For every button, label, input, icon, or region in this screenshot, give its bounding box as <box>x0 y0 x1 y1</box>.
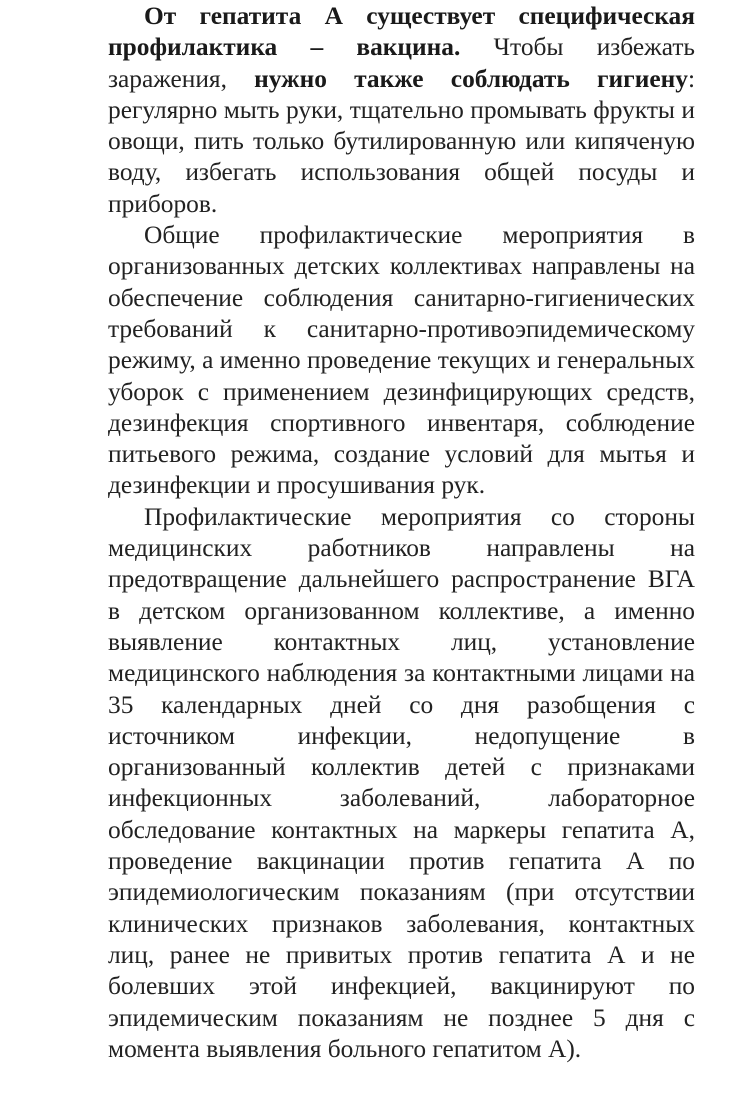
bold-hygiene-statement: нужно также соблюдать гигиену <box>254 64 688 93</box>
bold-vaccine-statement: От гепатита А существует специфическая профилактика – вакцина. <box>108 2 695 62</box>
text-segment: Общие профилактические мероприятия в организованных детских коллективах направлены на обеспечение соблюдения санитарно-гигиенических требований к санитарно-противоэпидемическому режиму, а именно проведение текущих и генеральных уборок с применением дезинфицирующих средств, дезинфекция спортивного инвентаря, соблюдение питьевого режима, создание условий для мытья и дезинфекции и просушивания рук. <box>108 221 695 500</box>
paragraph-general-prevention <box>108 220 695 502</box>
text-segment: Профилактические мероприятия со стороны медицинских работников направлены на предотвращение дальнейшего распространение ВГА в детском организованном коллективе, а именно выявление контактных лиц, установление медицинского наблюдения за контактными лицами на 35 календарных дней со дня разобщения с источником инфекции, недопущение в организованный коллектив детей с признаками инфекционных заболеваний, лабораторное обследование контактных на маркеры гепатита А, проведение вакцинации против гепатита А по эпидемиологическим показаниям (при отсутствии клинических признаков заболевания, контактных лиц, ранее не привитых против гепатита А и не болевших этой инфекцией, вакцинируют по эпидемическим показаниям не позднее 5 дня с момента выявления больного гепатитом А). <box>108 502 695 1063</box>
text-segment: Чтобы избежать заражения, <box>108 33 695 93</box>
paragraph-medical-prevention <box>108 502 695 1065</box>
paragraph-hepatitis-a-vaccine <box>108 1 695 220</box>
document-body <box>108 1 695 1065</box>
text-segment: : регулярно мыть руки, тщательно промывать фрукты и овощи, пить только бутилированную или кипяченую воду, избегать использования общей посуды и приборов. <box>108 64 695 218</box>
